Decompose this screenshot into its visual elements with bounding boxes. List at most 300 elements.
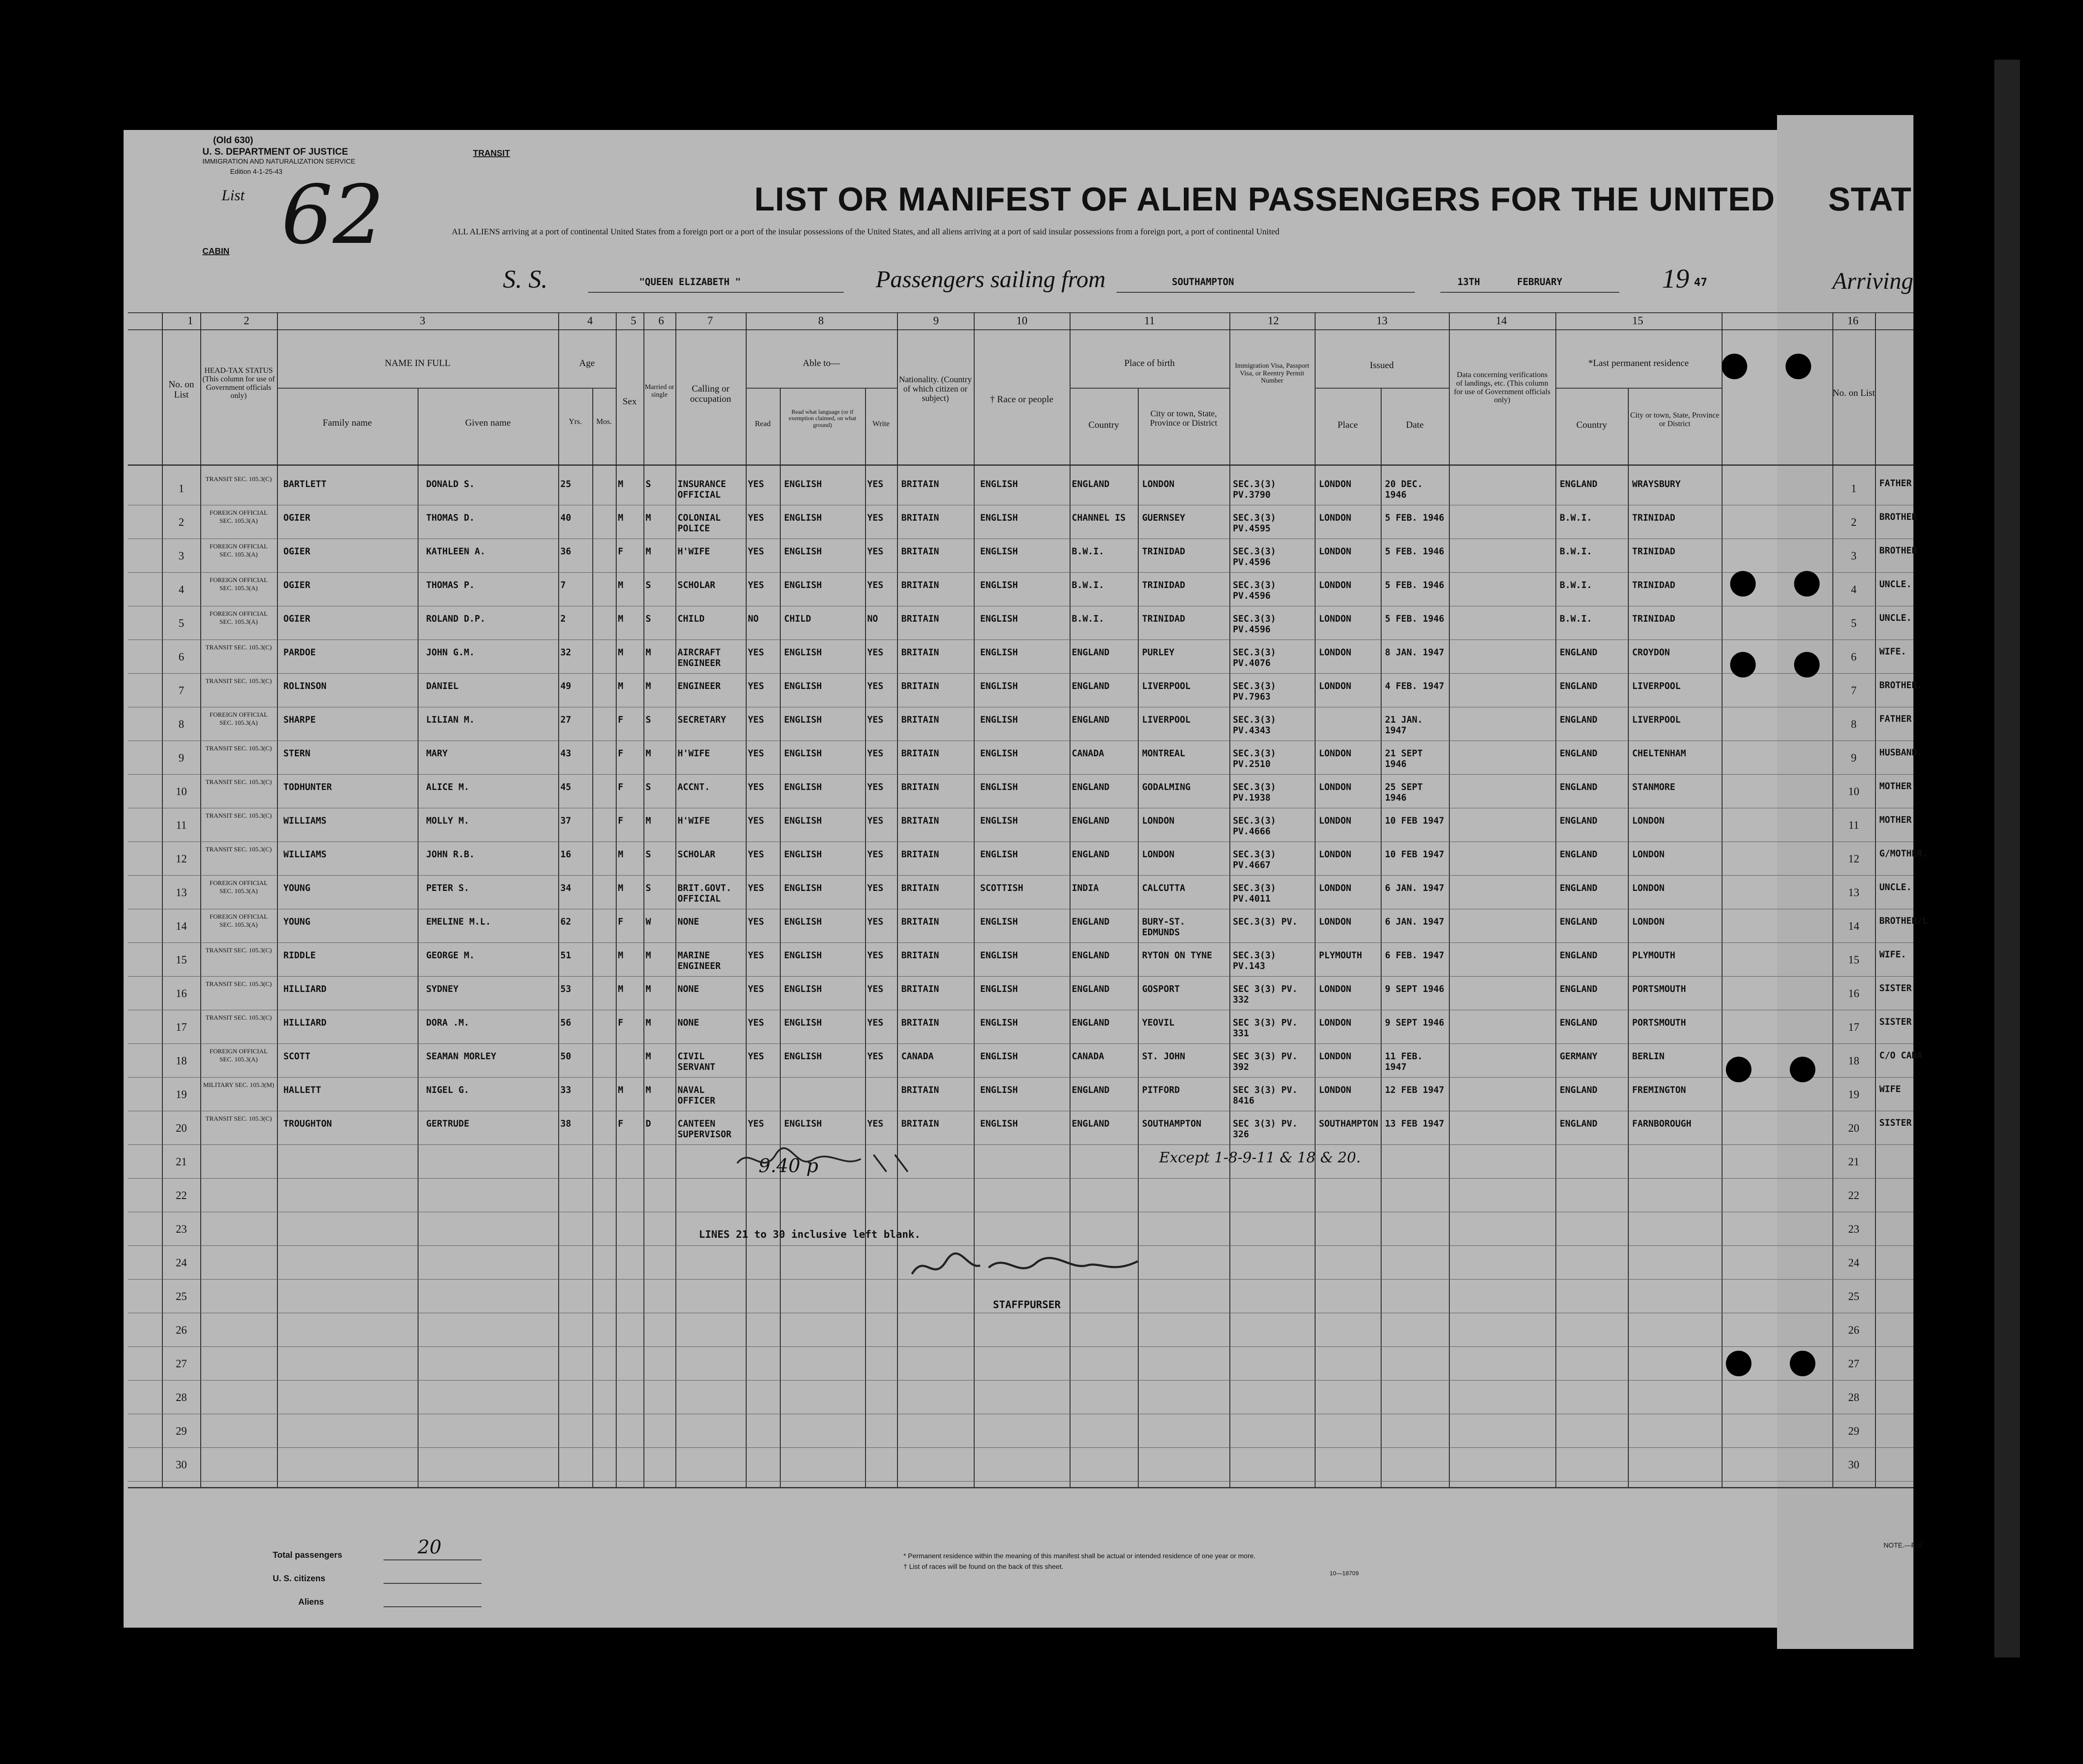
cell-n: 10: [176, 785, 187, 798]
cell-family: YOUNG: [283, 883, 311, 893]
cell-occ: COLONIAL POLICE: [678, 513, 721, 534]
cell-bcity: YEOVIL: [1142, 1017, 1174, 1028]
cell-given: ALICE M.: [426, 782, 470, 792]
cell-lang: ENGLISH: [784, 950, 822, 960]
cell-write: YES: [867, 546, 883, 556]
footnote-races: † List of races will be found on the back of this sheet.: [903, 1563, 1064, 1571]
cell-idate: 21 SEPT 1946: [1385, 748, 1423, 770]
cell-relative: FATHER.: [1879, 478, 1917, 488]
cell-lang: ENGLISH: [784, 580, 822, 590]
cell-nat: BRITAIN: [901, 816, 939, 826]
cell-n: 25: [176, 1290, 187, 1303]
cell-n: 1: [179, 482, 184, 495]
cell-nat: BRITAIN: [901, 748, 939, 758]
cell-write: YES: [867, 513, 883, 523]
cell-read: YES: [748, 782, 764, 792]
departure-port: SOUTHAMPTON: [1172, 277, 1234, 288]
col-issued-header: Issued: [1370, 360, 1394, 370]
cell-ms: W: [646, 917, 651, 927]
cell-tax: TRANSIT SEC. 105.3(C): [205, 947, 272, 954]
cell-n: 2: [179, 516, 184, 528]
cell-write: YES: [867, 883, 883, 893]
cell-relative: BROTHER/L: [1879, 916, 1928, 926]
cell-yrs: 49: [560, 681, 571, 691]
cell-given: LILIAN M.: [426, 715, 475, 725]
cell-nat: BRITAIN: [901, 1118, 939, 1129]
cell-n: 14: [176, 920, 187, 932]
cell-given: EMELINE M.L.: [426, 917, 491, 927]
cell-bcity: ST. JOHN: [1142, 1051, 1186, 1061]
cell-yrs: 62: [560, 917, 571, 927]
cell-visa: SEC.3(3) PV.4076: [1233, 647, 1276, 669]
cell-given: THOMAS P.: [426, 580, 475, 590]
cell-rcountry: ENGLAND: [1560, 849, 1598, 859]
cell-rcity: LONDON: [1632, 816, 1665, 826]
cell-ms: M: [646, 748, 651, 758]
cell-n-right: 15: [1848, 954, 1859, 966]
cell-tax: MILITARY SEC. 105.3(M): [203, 1082, 274, 1089]
cell-ms: S: [646, 715, 651, 725]
cell-visa: SEC.3(3) PV.3790: [1233, 479, 1276, 500]
cell-n-right: 23: [1848, 1223, 1859, 1235]
cell-read: YES: [748, 681, 764, 691]
cell-n-right: 11: [1848, 819, 1859, 831]
cell-n-right: 20: [1848, 1122, 1859, 1134]
lines-blank-note: LINES 21 to 30 inclusive left blank.: [699, 1228, 921, 1240]
cell-idate: 8 JAN. 1947: [1385, 647, 1445, 657]
cell-n: 6: [179, 651, 184, 663]
cell-idate: 5 FEB. 1946: [1385, 513, 1445, 523]
cell-occ: ENGINEER: [678, 681, 721, 691]
cell-ms: M: [646, 546, 651, 556]
row-rule: [128, 1043, 1913, 1044]
cell-write: YES: [867, 1118, 883, 1129]
cell-relative: SISTER: [1879, 983, 1912, 993]
cell-iplace: LONDON: [1319, 1085, 1351, 1095]
cell-occ: AIRCRAFT ENGINEER: [678, 647, 721, 669]
cell-lang: ENGLISH: [784, 816, 822, 826]
cell-tax: FOREIGN OFFICIAL SEC. 105.3(A): [209, 880, 268, 895]
cell-visa: SEC.3(3) PV.: [1233, 917, 1298, 927]
col-mos-header: Mos.: [596, 417, 612, 426]
cell-relative: UNCLE.: [1879, 579, 1912, 589]
cell-occ: SECRETARY: [678, 715, 726, 725]
cell-write: YES: [867, 647, 883, 657]
cell-tax: FOREIGN OFFICIAL SEC. 105.3(A): [209, 712, 268, 726]
cell-family: SHARPE: [283, 715, 316, 725]
cell-rcountry: B.W.I.: [1560, 546, 1592, 556]
cell-yrs: 7: [560, 580, 566, 590]
cell-write: YES: [867, 849, 883, 859]
cell-nat: BRITAIN: [901, 950, 939, 960]
cell-sex: F: [618, 782, 623, 792]
cell-ms: M: [646, 1017, 651, 1028]
cell-rcountry: ENGLAND: [1560, 1017, 1598, 1028]
cell-n-right: 30: [1848, 1458, 1859, 1471]
cell-iplace: LONDON: [1319, 782, 1351, 792]
cell-given: SYDNEY: [426, 984, 459, 994]
cell-read: YES: [748, 479, 764, 489]
cell-rcity: WRAYSBURY: [1632, 479, 1681, 489]
cell-sex: M: [618, 513, 623, 523]
cell-relative: BROTHER: [1879, 512, 1917, 522]
cell-race: ENGLISH: [980, 816, 1018, 826]
cell-nat: BRITAIN: [901, 782, 939, 792]
ss-label: S. S.: [503, 265, 548, 293]
cell-iplace: LONDON: [1319, 681, 1351, 691]
cell-visa: SEC.3(3) PV.4343: [1233, 715, 1276, 736]
cell-visa: SEC.3(3) PV.4596: [1233, 580, 1276, 601]
cell-rcity: STANMORE: [1632, 782, 1676, 792]
cell-rcity: PORTSMOUTH: [1632, 1017, 1686, 1028]
cell-occ: NONE: [678, 917, 699, 927]
cell-rcountry: ENGLAND: [1560, 782, 1598, 792]
cell-iplace: SOUTHAMPTON: [1319, 1118, 1379, 1129]
cell-n: 5: [179, 617, 184, 629]
cell-family: TODHUNTER: [283, 782, 332, 792]
cell-bcountry: ENGLAND: [1072, 715, 1110, 725]
manifest-title-continued: STAT: [1828, 180, 1912, 218]
col-visa-header: Immigration Visa, Passport Visa, or Reentry Permit Number: [1235, 362, 1310, 385]
cell-relative: SISTER: [1879, 1017, 1912, 1027]
cell-race: ENGLISH: [980, 984, 1018, 994]
cell-yrs: 25: [560, 479, 571, 489]
cell-yrs: 27: [560, 715, 571, 725]
cell-yrs: 34: [560, 883, 571, 893]
cell-n: 4: [179, 583, 184, 596]
cell-given: DONALD S.: [426, 479, 475, 489]
old-number: (Old 630): [213, 135, 254, 145]
row-rule: [128, 1077, 1913, 1078]
col-residence-header: *Last permanent residence: [1588, 357, 1689, 368]
cell-lang: ENGLISH: [784, 1051, 822, 1061]
cell-sex: M: [618, 479, 623, 489]
cell-n: 12: [176, 853, 187, 865]
cell-read: YES: [748, 546, 764, 556]
cell-yrs: 16: [560, 849, 571, 859]
list-label: List: [222, 187, 245, 204]
cell-given: GERTRUDE: [426, 1118, 470, 1129]
cell-family: HILLIARD: [283, 984, 327, 994]
cell-visa: SEC.3(3) PV.4011: [1233, 883, 1276, 904]
cell-family: WILLIAMS: [283, 816, 327, 826]
cell-idate: 11 FEB. 1947: [1385, 1051, 1423, 1072]
cell-lang: CHILD: [784, 614, 811, 624]
row-rule: [128, 774, 1913, 775]
cell-occ: NONE: [678, 1017, 699, 1028]
officer-signature: [733, 1142, 955, 1180]
cell-iplace: LONDON: [1319, 883, 1351, 893]
cell-n: 22: [176, 1189, 187, 1202]
department: U. S. DEPARTMENT OF JUSTICE: [202, 146, 348, 157]
cell-given: ROLAND D.P.: [426, 614, 486, 624]
cell-relative: MOTHER.: [1879, 815, 1917, 825]
cell-family: OGIER: [283, 546, 311, 556]
cell-bcity: MONTREAL: [1142, 748, 1186, 758]
signature-title: STAFFPURSER: [993, 1299, 1061, 1311]
cell-occ: H'WIFE: [678, 546, 710, 556]
cell-occ: ACCNT.: [678, 782, 710, 792]
cell-n-right: 6: [1851, 651, 1857, 663]
cell-occ: H'WIFE: [678, 816, 710, 826]
cell-yrs: 51: [560, 950, 571, 960]
cell-idate: 9 SEPT 1946: [1385, 1017, 1445, 1028]
cell-given: PETER S.: [426, 883, 470, 893]
cell-n: 9: [179, 752, 184, 764]
cell-n: 27: [176, 1358, 187, 1370]
cell-bcountry: CANADA: [1072, 748, 1104, 758]
cell-n-right: 12: [1848, 853, 1859, 865]
col-verification-header: Data concerning verifications of landings, etc. (This column for use of Government officials only): [1454, 370, 1551, 404]
cell-iplace: LONDON: [1319, 984, 1351, 994]
cell-race: ENGLISH: [980, 748, 1018, 758]
cell-ms: M: [646, 647, 651, 657]
cell-write: YES: [867, 782, 883, 792]
cell-tax: TRANSIT SEC. 105.3(C): [205, 745, 272, 752]
cell-rcountry: GERMANY: [1560, 1051, 1598, 1061]
col-no-header: No. on List: [168, 379, 194, 400]
row-rule: [128, 1380, 1913, 1381]
cell-yrs: 33: [560, 1085, 571, 1095]
cell-bcity: LONDON: [1142, 849, 1174, 859]
cell-ms: M: [646, 1085, 651, 1095]
cell-write: YES: [867, 748, 883, 758]
row-rule: [128, 1346, 1913, 1347]
cell-occ: H'WIFE: [678, 748, 710, 758]
cell-bcountry: ENGLAND: [1072, 647, 1110, 657]
cell-visa: SEC 3(3) PV. 331: [1233, 1017, 1298, 1039]
cell-bcountry: ENGLAND: [1072, 984, 1110, 994]
total-label: Total passengers: [273, 1551, 343, 1560]
cell-occ: NONE: [678, 984, 699, 994]
cell-rcity: FREMINGTON: [1632, 1085, 1686, 1095]
cell-relative: UNCLE.: [1879, 882, 1912, 892]
cell-visa: SEC 3(3) PV. 326: [1233, 1118, 1298, 1140]
cell-rcountry: ENGLAND: [1560, 647, 1598, 657]
cell-lang: ENGLISH: [784, 883, 822, 893]
cell-rcountry: ENGLAND: [1560, 1085, 1598, 1095]
cell-sex: M: [618, 950, 623, 960]
cell-n-right: 2: [1851, 516, 1857, 528]
cell-iplace: PLYMOUTH: [1319, 950, 1362, 960]
cell-n-right: 28: [1848, 1391, 1859, 1404]
cell-write: YES: [867, 1051, 883, 1061]
cell-rcity: PORTSMOUTH: [1632, 984, 1686, 994]
cell-bcity: BURY-ST. EDMUNDS: [1142, 917, 1186, 938]
cell-bcity: TRINIDAD: [1142, 614, 1186, 624]
cell-tax: FOREIGN OFFICIAL SEC. 105.3(A): [209, 1048, 268, 1063]
cell-ms: S: [646, 580, 651, 590]
signature: [908, 1244, 1146, 1291]
cell-write: YES: [867, 984, 883, 994]
cell-family: RIDDLE: [283, 950, 316, 960]
cell-read: YES: [748, 580, 764, 590]
cell-n-right: 5: [1851, 617, 1857, 629]
cell-bcountry: ENGLAND: [1072, 1017, 1110, 1028]
cell-idate: 12 FEB 1947: [1385, 1085, 1445, 1095]
cell-bcity: CALCUTTA: [1142, 883, 1186, 893]
cell-nat: BRITAIN: [901, 1017, 939, 1028]
cell-occ: NAVAL OFFICER: [678, 1085, 715, 1106]
cell-idate: 6 JAN. 1947: [1385, 917, 1445, 927]
cell-race: ENGLISH: [980, 647, 1018, 657]
cell-write: YES: [867, 816, 883, 826]
cell-sex: F: [618, 748, 623, 758]
cell-bcity: RYTON ON TYNE: [1142, 950, 1212, 960]
col-read-header: Read: [755, 419, 771, 428]
service: IMMIGRATION AND NATURALIZATION SERVICE: [202, 158, 355, 165]
cell-idate: 6 JAN. 1947: [1385, 883, 1445, 893]
cell-nat: BRITAIN: [901, 917, 939, 927]
cell-lang: ENGLISH: [784, 849, 822, 859]
cell-iplace: LONDON: [1319, 849, 1351, 859]
cell-iplace: LONDON: [1319, 479, 1351, 489]
cell-given: JOHN R.B.: [426, 849, 475, 859]
cell-visa: SEC 3(3) PV. 332: [1233, 984, 1298, 1005]
cell-race: ENGLISH: [980, 580, 1018, 590]
cell-yrs: 37: [560, 816, 571, 826]
cell-given: KATHLEEN A.: [426, 546, 486, 556]
cell-visa: SEC.3(3) PV.2510: [1233, 748, 1276, 770]
col-birth-country-header: Country: [1088, 419, 1119, 430]
year-suffix: 47: [1694, 276, 1708, 289]
cell-nat: BRITAIN: [901, 849, 939, 859]
cell-relative: HUSBAND.: [1879, 747, 1923, 758]
cell-race: ENGLISH: [980, 950, 1018, 960]
cell-lang: ENGLISH: [784, 1118, 822, 1129]
cell-family: ROLINSON: [283, 681, 327, 691]
cell-n-right: 1: [1851, 482, 1857, 495]
departure-month: FEBRUARY: [1517, 277, 1562, 288]
cell-race: ENGLISH: [980, 917, 1018, 927]
col-birth-city-header: City or town, State, Province or District: [1150, 409, 1217, 428]
cell-family: HILLIARD: [283, 1017, 327, 1028]
cell-lang: ENGLISH: [784, 917, 822, 927]
cell-occ: BRIT.GOVT. OFFICIAL: [678, 883, 732, 904]
cell-relative: WIFE: [1879, 1084, 1901, 1094]
cell-rcity: TRINIDAD: [1632, 614, 1676, 624]
cell-race: ENGLISH: [980, 782, 1018, 792]
cell-read: YES: [748, 1051, 764, 1061]
cell-idate: 6 FEB. 1947: [1385, 950, 1445, 960]
cell-tax: FOREIGN OFFICIAL SEC. 105.3(A): [209, 577, 268, 592]
cell-rcity: LONDON: [1632, 849, 1665, 859]
cell-ms: M: [646, 681, 651, 691]
cell-given: THOMAS D.: [426, 513, 475, 523]
cell-race: ENGLISH: [980, 546, 1018, 556]
cell-lang: ENGLISH: [784, 715, 822, 725]
cell-idate: 20 DEC. 1946: [1385, 479, 1423, 500]
cell-ms: S: [646, 614, 651, 624]
cell-nat: BRITAIN: [901, 546, 939, 556]
cell-n-right: 19: [1848, 1088, 1859, 1101]
cell-rcity: TRINIDAD: [1632, 580, 1676, 590]
cell-rcity: FARNBOROUGH: [1632, 1118, 1692, 1129]
cell-nat: CANADA: [901, 1051, 934, 1061]
cell-rcountry: B.W.I.: [1560, 614, 1592, 624]
edition: Edition 4-1-25-43: [230, 168, 283, 176]
cell-lang: ENGLISH: [784, 681, 822, 691]
cell-read: YES: [748, 513, 764, 523]
cell-visa: SEC.3(3) PV.4596: [1233, 546, 1276, 568]
cell-n: 18: [176, 1055, 187, 1067]
cell-given: MARY: [426, 748, 448, 758]
cell-nat: BRITAIN: [901, 1085, 939, 1095]
cell-n-right: 29: [1848, 1425, 1859, 1437]
cell-rcountry: ENGLAND: [1560, 950, 1598, 960]
col-given-header: Given name: [465, 417, 511, 428]
cell-family: OGIER: [283, 513, 311, 523]
cell-n: 19: [176, 1088, 187, 1101]
cell-n-right: 13: [1848, 886, 1859, 899]
cell-read: YES: [748, 883, 764, 893]
cell-read: YES: [748, 1017, 764, 1028]
cell-n-right: 7: [1851, 684, 1857, 697]
cell-n-right: 26: [1848, 1324, 1859, 1336]
cell-sex: F: [618, 1118, 623, 1129]
cell-n: 26: [176, 1324, 187, 1336]
cell-lang: ENGLISH: [784, 1017, 822, 1028]
cell-given: JOHN G.M.: [426, 647, 475, 657]
cell-read: YES: [748, 816, 764, 826]
cell-occ: CHILD: [678, 614, 705, 624]
cell-rcity: PLYMOUTH: [1632, 950, 1676, 960]
cell-rcountry: ENGLAND: [1560, 479, 1598, 489]
cell-race: ENGLISH: [980, 849, 1018, 859]
cell-n-right: 4: [1851, 583, 1857, 596]
cell-n: 13: [176, 886, 187, 899]
cell-tax: TRANSIT SEC. 105.3(C): [205, 813, 272, 819]
row-rule: [128, 572, 1913, 573]
arriving-label: Arriving: [1832, 268, 1913, 294]
cell-visa: SEC.3(3) PV.143: [1233, 950, 1276, 971]
departure-day: 13TH: [1457, 277, 1480, 288]
cell-relative: G/MOTHER.: [1879, 848, 1928, 859]
cell-yrs: 38: [560, 1118, 571, 1129]
cell-rcountry: ENGLAND: [1560, 1118, 1598, 1129]
cell-visa: SEC 3(3) PV. 392: [1233, 1051, 1298, 1072]
cell-race: ENGLISH: [980, 614, 1018, 624]
cell-bcountry: B.W.I.: [1072, 546, 1104, 556]
row-rule: [128, 1481, 1913, 1482]
cell-iplace: LONDON: [1319, 816, 1351, 826]
cell-rcity: BERLIN: [1632, 1051, 1665, 1061]
col-sex-header: Sex: [623, 396, 637, 406]
cell-tax: TRANSIT SEC. 105.3(C): [205, 644, 272, 651]
cell-given: NIGEL G.: [426, 1085, 470, 1095]
cell-rcountry: ENGLAND: [1560, 748, 1598, 758]
cell-sex: M: [618, 580, 623, 590]
cell-yrs: 45: [560, 782, 571, 792]
cell-sex: M: [618, 984, 623, 994]
cell-nat: BRITAIN: [901, 647, 939, 657]
cell-visa: SEC.3(3) PV.7963: [1233, 681, 1276, 702]
col-occupation-header: Calling or occupation: [690, 383, 731, 404]
cell-lang: ENGLISH: [784, 984, 822, 994]
cell-n: 20: [176, 1122, 187, 1134]
col-nationality-header: Nationality. (Country of which citizen or subject): [899, 375, 972, 403]
cell-n: 30: [176, 1458, 187, 1471]
cell-rcity: CHELTENHAM: [1632, 748, 1686, 758]
ship-name: "QUEEN ELIZABETH ": [639, 277, 741, 288]
cell-family: YOUNG: [283, 917, 311, 927]
year-prefix: 19: [1662, 263, 1689, 294]
cell-n-right: 10: [1848, 785, 1859, 798]
col-write-header: Write: [872, 419, 890, 428]
cell-n: 29: [176, 1425, 187, 1437]
cell-write: YES: [867, 950, 883, 960]
row-rule: [128, 1447, 1913, 1448]
